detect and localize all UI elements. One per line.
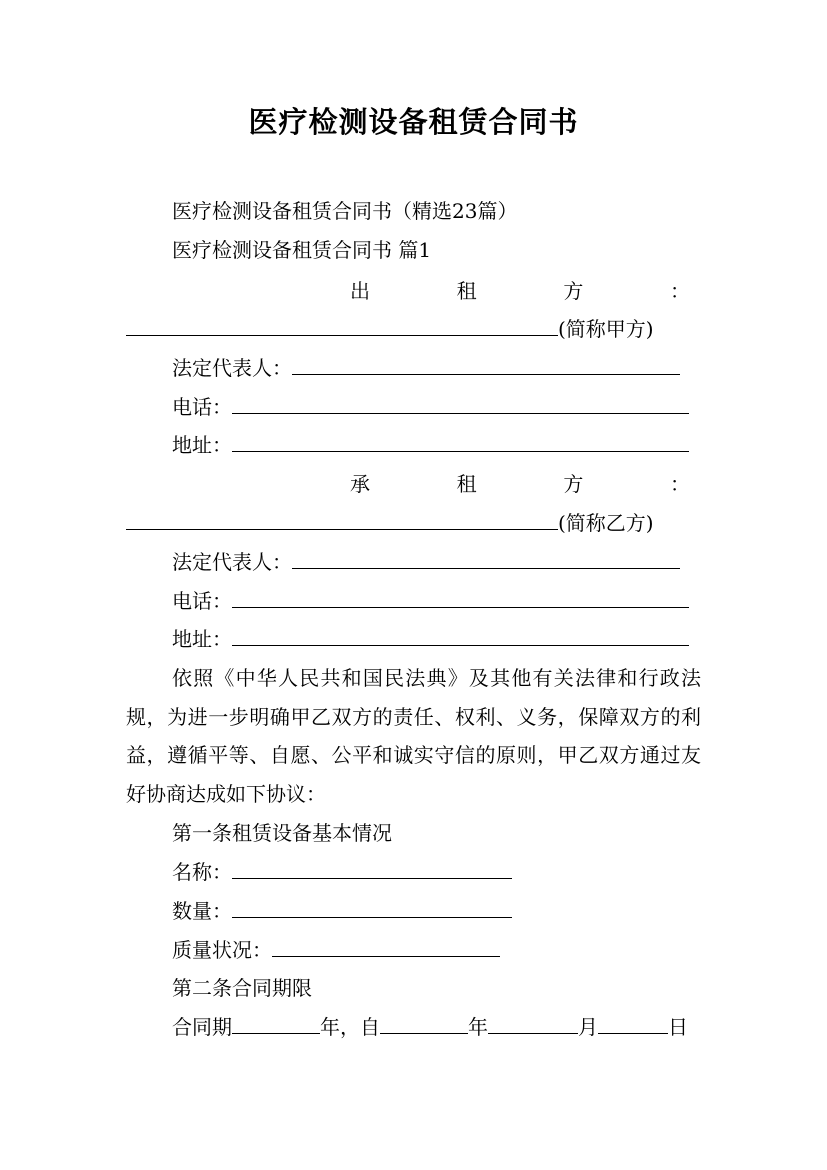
lessor-rep-blank[interactable] <box>292 354 680 375</box>
lessor-label: 出 租 方 ： <box>350 279 690 303</box>
lessee-rep-blank[interactable] <box>292 548 680 569</box>
lessee-rep-line: 法定代表人： <box>172 548 680 576</box>
lessor-name-blank[interactable] <box>126 315 558 336</box>
document-subtitle: 医疗检测设备租赁合同书（精选23篇） <box>172 199 518 223</box>
preamble-paragraph: 依照《中华人民共和国民法典》及其他有关法律和行政法规，为进一步明确甲乙双方的责任、权利、义务，保障双方的利益，遵循平等、自愿、公平和诚实守信的原则，甲乙双方通过友好协商达成如下协议： <box>126 666 701 806</box>
lessor-phone-blank[interactable] <box>232 393 689 414</box>
document-title: 医疗检测设备租赁合同书 <box>248 105 579 139</box>
equipment-quality-line: 质量状况： <box>172 936 500 964</box>
term-years-blank[interactable] <box>232 1013 320 1034</box>
lessee-label: 承 租 方 ： <box>350 472 690 496</box>
lessee-address-line: 地址： <box>172 625 689 653</box>
lessor-address-blank[interactable] <box>232 431 689 452</box>
start-year-blank[interactable] <box>380 1013 468 1034</box>
lessee-phone-blank[interactable] <box>232 587 689 608</box>
lessor-rep-line: 法定代表人： <box>172 354 680 382</box>
lessee-address-blank[interactable] <box>232 625 689 646</box>
start-month-blank[interactable] <box>488 1013 578 1034</box>
equipment-quantity-blank[interactable] <box>232 897 512 918</box>
clause2-heading: 第二条合同期限 <box>172 976 312 1000</box>
equipment-name-blank[interactable] <box>232 858 512 879</box>
lessee-name-blank[interactable] <box>126 509 558 530</box>
lessor-name-line: (简称甲方) <box>126 315 654 343</box>
lessor-address-line: 地址： <box>172 431 689 459</box>
clause1-heading: 第一条租赁设备基本情况 <box>172 821 392 845</box>
equipment-quality-blank[interactable] <box>272 936 500 957</box>
lessor-phone-line: 电话： <box>172 393 689 421</box>
article-heading: 医疗检测设备租赁合同书 篇1 <box>172 238 432 262</box>
lessee-phone-line: 电话： <box>172 587 689 615</box>
lessee-name-line: (简称乙方) <box>126 509 654 537</box>
equipment-name-line: 名称： <box>172 858 512 886</box>
start-day-blank[interactable] <box>598 1013 668 1034</box>
contract-term-line: 合同期 年，自 年 月 日 <box>172 1015 688 1039</box>
equipment-quantity-line: 数量： <box>172 897 512 925</box>
